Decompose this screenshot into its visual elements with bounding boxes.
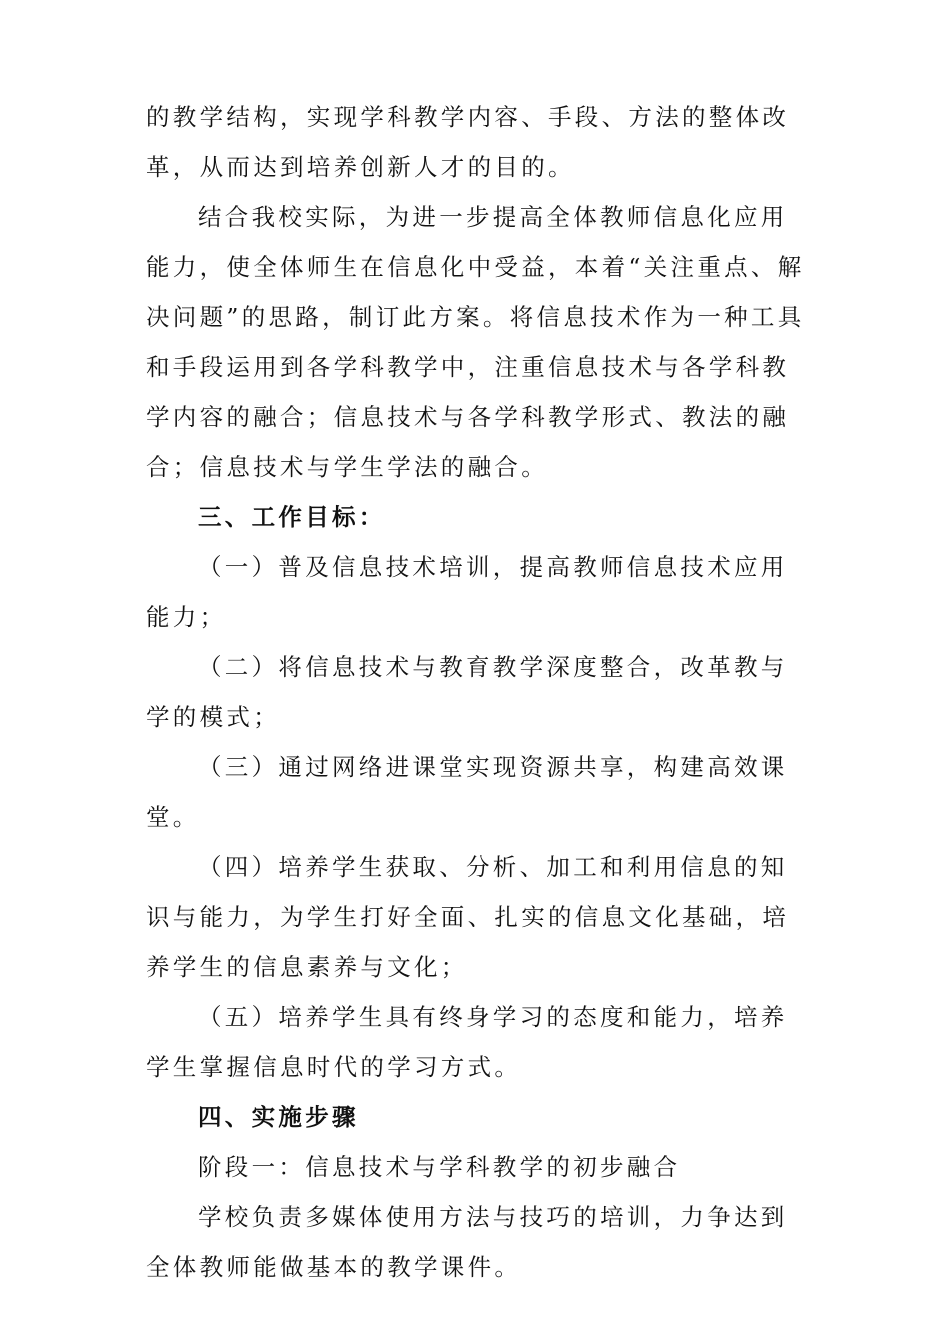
stage-title-1: 阶段一：信息技术与学科教学的初步融合 bbox=[198, 1153, 681, 1181]
paragraph-background: 结合我校实际，为进一步提高全体教师信息化应用能力，使全体师生在信息化中受益，本着“关注重点、解决问题”的思路，制订此方案。将信息技术作为一种工具和手段运用到各学科教学中，注重信息技术与各学科教学内容的融合；信息技术与各学科教学形式、教法的融合；信息技术与学生学法的融合。 bbox=[146, 203, 805, 481]
goal-item-2: （二）将信息技术与教育教学深度整合，改革教与学的模式； bbox=[146, 653, 788, 731]
stage-description-1: 学校负责多媒体使用方法与技巧的培训，力争达到全体教师能做基本的教学课件。 bbox=[146, 1203, 788, 1281]
goal-item-4: （四）培养学生获取、分析、加工和利用信息的知识与能力，为学生打好全面、扎实的信息文化基础，培养学生的信息素养与文化； bbox=[146, 853, 790, 981]
document-body bbox=[146, 92, 808, 1292]
goal-item-1: （一）普及信息技术培训，提高教师信息技术应用能力； bbox=[146, 553, 788, 631]
goal-item-3: （三）通过网络进课堂实现资源共享，构建高效课堂。 bbox=[146, 753, 788, 831]
goal-item-5: （五）培养学生具有终身学习的态度和能力，培养学生掌握信息时代的学习方式。 bbox=[146, 1003, 788, 1081]
section-heading-goals: 三、工作目标： bbox=[198, 503, 386, 531]
paragraph-continuation: 的教学结构，实现学科教学内容、手段、方法的整体改革，从而达到培养创新人才的目的。 bbox=[146, 103, 790, 181]
section-heading-steps: 四、实施步骤 bbox=[198, 1103, 359, 1131]
